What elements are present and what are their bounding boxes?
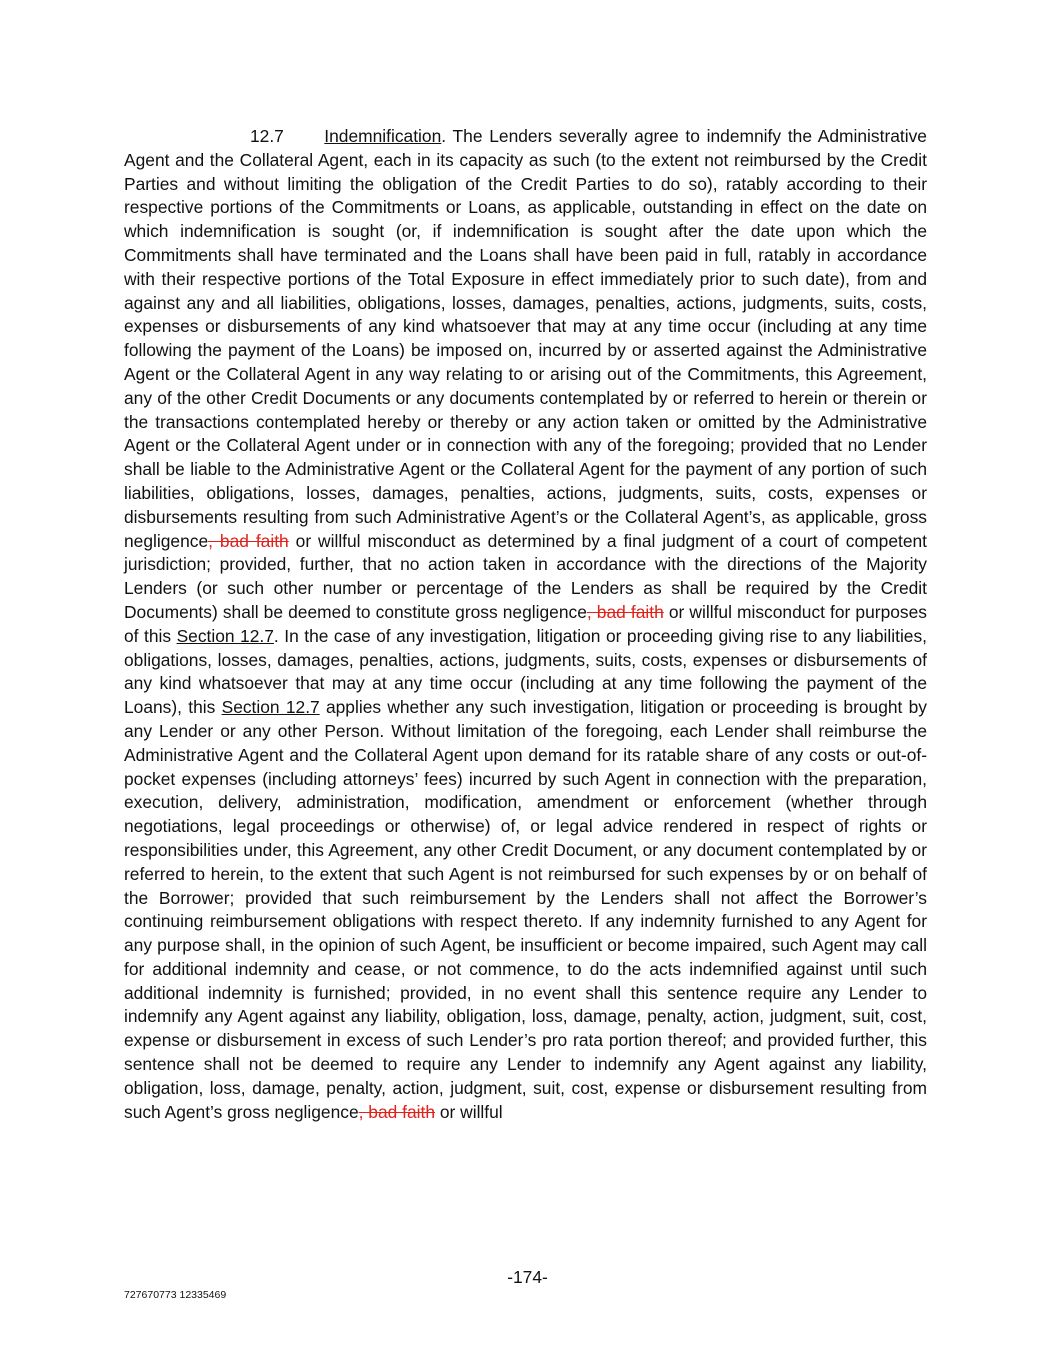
- section-reference-1: Section 12.7: [176, 625, 274, 646]
- section-number: 12.7: [250, 126, 284, 146]
- body-segment-5: applies whether any such investigation, litigation or proceeding is brought by any Lender or any other Person. Without limitation of the foregoing, each Lender shall reimburse the Administrative Agent and the Collateral Agent upon demand for its ratable share of any costs or out-of-pocket expenses (including attorneys’ fees) incurred by such Agent in connection with the preparation, execution, delivery, administration, modification, amendment or enforcement (whether through negotiations, legal proceedings or otherwise) of, or legal advice rendered in respect of rights or responsibilities under, this Agreement, any other Credit Document, or any document contemplated by or referred to herein, to the extent that such Agent is not reimbursed for such expenses by or on behalf of the Borrower; provided that such reimbursement by the Lenders shall not affect the Borrower’s continuing reimbursement obligations with respect thereto. If any indemnity furnished to any Agent for any purpose shall, in the opinion of such Agent, be insufficient or become impaired, such Agent may call for additional indemnity and cease, or not commence, to do the acts indemnified against until such additional indemnity is furnished; provided, in no event shall this sentence require any Lender to indemnify any Agent against any liability, obligation, loss, damage, penalty, action, judgment, suit, cost, expense or disbursement in excess of such Lender’s pro rata portion thereof; and provided further, this sentence shall not be deemed to require any Lender to indemnify any Agent against any liability, obligation, loss, damage, penalty, action, judgment, suit, cost, expense or disbursement resulting from such Agent’s gross negligence: [124, 697, 928, 1122]
- body-segment-4: . In the case of any investigation, litigation or proceeding giving rise to any liabilities, obligations, losses, damages, penalties, actions, judgments, suits, costs, expenses or disbursements of any kind whatsoever that may at any time occur (including at any time following the payment of the Loans), this: [124, 625, 928, 718]
- body-segment-3: or willful misconduct for purposes of this: [124, 601, 927, 646]
- body-segment-1: . The Lenders severally agree to indemnify the Administrative Agent and the Collateral Agent, each in its capacity as such (to the extent not reimbursed by the Credit Parties and without limiting the obligation of the Credit Parties to do so), ratably according to their respective portions of the Commitments or Loans, as applicable, outstanding in effect on the date on which indemnification is sought (or, if indemnification is sought after the date upon which the Commitments shall have terminated and the Loans shall have been paid in full, ratably in accordance with their respective portions of the Total Exposure in effect immediately prior to such date), from and against any and all liabilities, obligations, losses, damages, penalties, actions, judgments, suits, costs, expenses or disbursements of any kind whatsoever that may at any time occur (including at any time following the payment of the Loans) be imposed on, incurred by or asserted against the Administrative Agent or the Collateral Agent in any way relating to or arising out of the Commitments, this Agreement, any of the other Credit Documents or any documents contemplated by or referred to herein or therein or the transactions contemplated hereby or thereby or any action taken or omitted by the Administrative Agent or the Collateral Agent under or in connection with any of the foregoing; provided that no Lender shall be liable to the Administrative Agent or the Collateral Agent for the payment of any portion of such liabilities, obligations, losses, damages, penalties, actions, judgments, suits, costs, expenses or disbursements resulting from such Administrative Agent’s or the Collateral Agent’s, as applicable, gross negligence: [124, 126, 927, 551]
- deleted-text-bad-faith-3: , bad faith: [358, 1101, 436, 1122]
- deleted-text-bad-faith-2: , bad faith: [586, 601, 664, 622]
- section-12-7-body: [124, 125, 927, 1124]
- body-segment-2: or willful misconduct as determined by a final judgment of a court of competent jurisdiction; provided, further, that no action taken in accordance with the directions of the Majority Lenders (or such other number or percentage of the Lenders as shall be required by the Credit Documents) shall be deemed to constitute gross negligence: [124, 530, 927, 622]
- body-segment-6: or willful: [435, 1101, 503, 1122]
- document-id: 727670773 12335469: [124, 1289, 227, 1301]
- deleted-text-bad-faith-1: , bad faith: [208, 530, 289, 551]
- section-heading: Indemnification: [324, 126, 442, 146]
- section-reference-2: Section 12.7: [221, 697, 320, 718]
- page-number: -174-: [507, 1267, 548, 1287]
